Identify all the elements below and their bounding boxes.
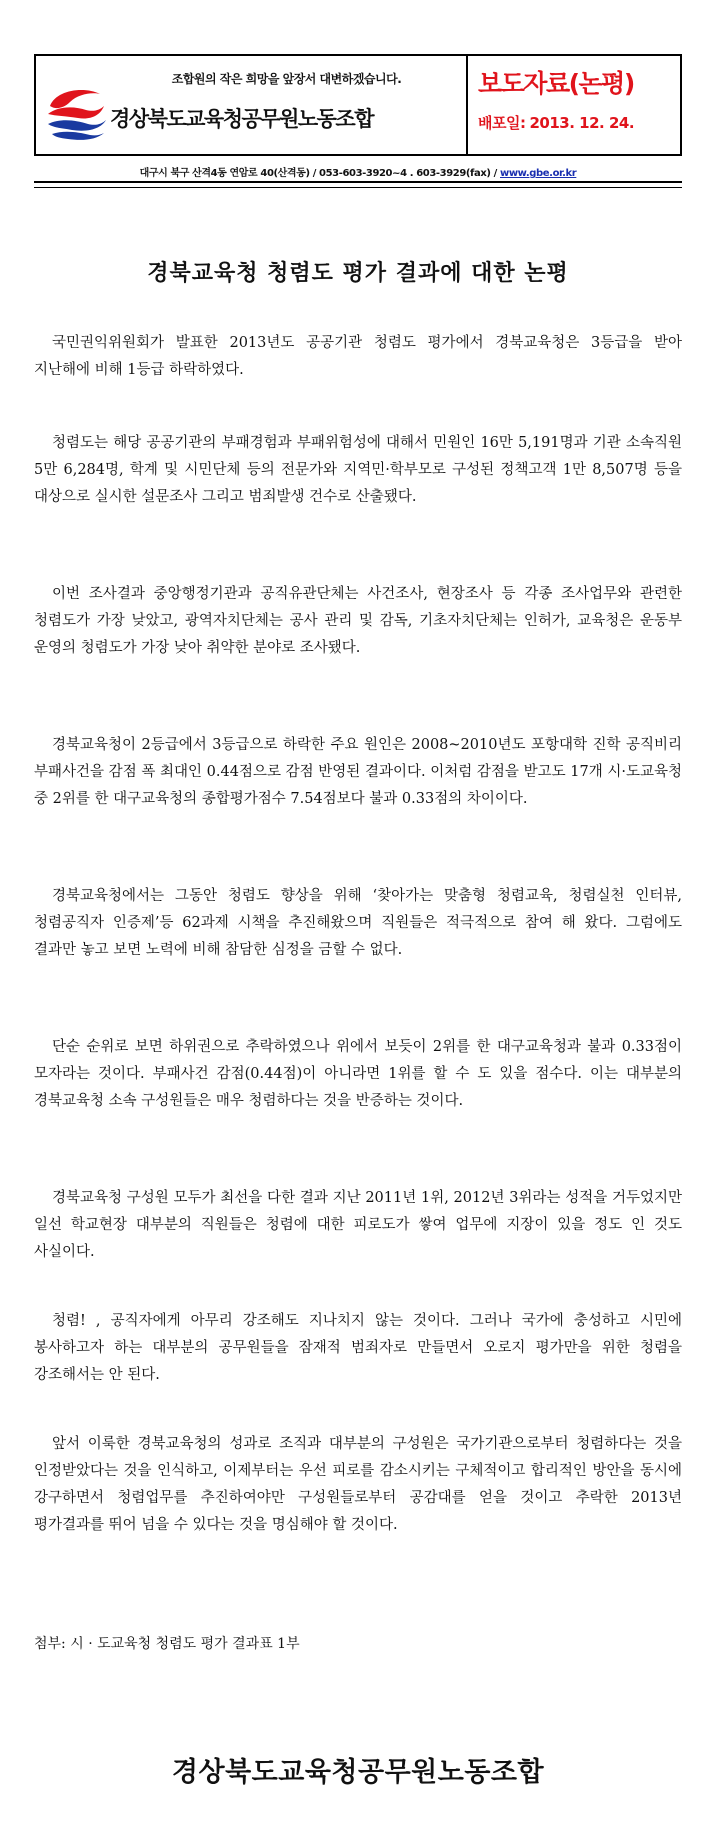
document-title: 경북교육청 청렴도 평가 결과에 대한 논평 (147, 260, 569, 286)
letterhead-right (468, 56, 682, 154)
body-paragraph: 앞서 이룩한 경북교육청의 성과로 조직과 대부분의 구성원은 국가기관으로부터 청렴하다는 것을 인정받았다는 것을 인식하고, 이제부터는 우선 피로를 감소시키는 구체적이고 합리적인 방안을 동시에 강구하면서 청렴업무를 추진하여야만 구성원들로부터 공감대를 얻을 것이고 추락한 2013년 평가결과를 뛰어 넘을 수 있다는 것을 명심해야 할 것이다. (34, 1436, 682, 1533)
website-link[interactable]: www.gbe.or.kr (500, 168, 577, 179)
body-paragraph: 청렴! , 공직자에게 아무리 강조해도 지나치지 않는 것이다. 그러나 국가에 충성하고 시민에 봉사하고자 하는 대부분의 공무원들을 잠재적 범죄자로 만들면서 오로지 평가만을 위한 청렴을 강조해서는 안 된다. (34, 1313, 682, 1383)
body-paragraph: 이번 조사결과 중앙행정기관과 공직유관단체는 사건조사, 현장조사 등 각종 조사업무와 관련한 청렴도가 가장 낮았고, 광역자치단체는 공사 관리 및 감독, 기초자치단체는 인허가, 교육청은 운동부 운영의 청렴도가 가장 낮아 취약한 분야로 조사됐다. (34, 586, 682, 656)
release-date (478, 112, 634, 133)
body-paragraph: 단순 순위로 보면 하위권으로 추락하였으나 위에서 보듯이 2위를 한 대구교육청과 불과 0.33점이 모자라는 것이다. 부패사건 감점(0.44점)이 아니라면 1위를 할 수 도 있을 점수다. 이는 대부분의 경북교육청 소속 구성원들은 매우 청렴하다는 것을 반증하는 것이다. (34, 1039, 682, 1109)
doc-type-label: 보도자료(논평) (478, 69, 634, 98)
body-paragraph: 경북교육청이 2등급에서 3등급으로 하락한 주요 원인은 2008~2010년도 포항대학 진학 공직비리 부패사건을 감점 폭 최대인 0.44점으로 감점 반영된 결과이다. 이처럼 감점을 받고도 17개 시·도교육청 중 2위를 한 대구교육청의 종합평가점수 7.54점보다 불과 0.33점의 차이이다. (34, 737, 682, 807)
release-date-label: 배포일: (478, 114, 526, 132)
body-paragraph: 국민권익위원회가 발표한 2013년도 공공기관 청렴도 평가에서 경북교육청은 3등급을 받아 지난해에 비해 1등급 하락하였다. (34, 335, 682, 378)
divider (34, 187, 682, 188)
release-date-value: 2013. 12. 24. (529, 114, 635, 132)
union-name: 경상북도교육청공무원노동조합 (110, 107, 374, 131)
letterhead-left (36, 56, 468, 154)
body-paragraph: 경북교육청에서는 그동안 청렴도 향상을 위해 ‘찾아가는 맞춤형 청렴교육, 청렴실천 인터뷰, 청렴공직자 인증제’등 62과제 시책을 추진해왔으며 직원들은 적극적으로 참여 해 왔다. 그럼에도 결과만 놓고 보면 노력에 비해 참담한 심정을 금할 수 없다. (34, 888, 682, 958)
contact-address: 대구시 북구 산격4동 연암로 40(산격동) / 053-603-3920~4 . 603-3929(fax) / (139, 168, 497, 179)
footer-signature: 경상북도교육청공무원노동조합 (171, 1757, 545, 1788)
letterhead-box (34, 54, 682, 156)
slogan: 조합원의 작은 희망을 앞장서 대변하겠습니다. (171, 72, 402, 86)
contact-line (34, 164, 682, 179)
body-paragraph: 경북교육청 구성원 모두가 최선을 다한 결과 지난 2011년 1위, 2012년 3위라는 성적을 거두었지만 일선 학교현장 대부분의 직원들은 청렴에 대한 피로도가 쌓여 업무에 지장이 있을 정도 인 것도 사실이다. (34, 1190, 682, 1260)
body-paragraph: 청렴도는 해당 공공기관의 부패경험과 부패위험성에 대해서 민원인 16만 5,191명과 기관 소속직원 5만 6,284명, 학계 및 시민단체 등의 전문가와 지역민·학부모로 구성된 정책고객 1만 8,507명 등을 대상으로 실시한 설문조사 그리고 범죄발생 건수로 산출됐다. (34, 435, 682, 505)
attachment-note: 첨부: 시 · 도교육청 청렴도 평가 결과표 1부 (34, 1636, 300, 1652)
union-wave-logo-icon (44, 84, 108, 142)
divider (34, 181, 682, 183)
